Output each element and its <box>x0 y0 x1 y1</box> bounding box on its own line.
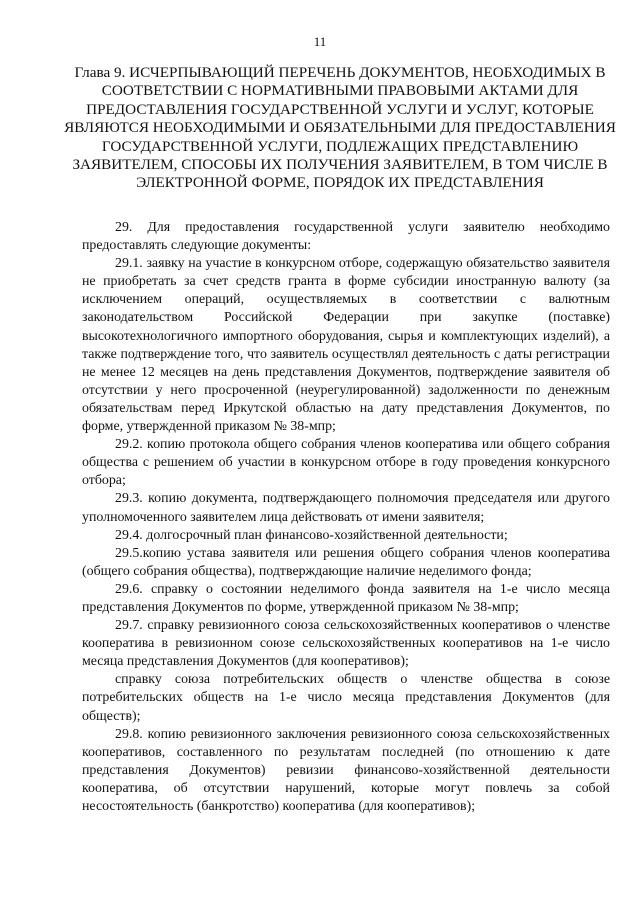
paragraph-29-7: 29.7. справку ревизионного союза сельскохозяйственных кооперативов о членстве кооператива в ревизионном союзе сельскохозяйственных кооперативов на 1-е число месяца представления Документов (для кооперативов); <box>82 618 610 670</box>
paragraph-29: 29. Для предоставления государственной услуги заявителю необходимо предоставлять следующие документы: <box>82 220 610 254</box>
page-number: 11 <box>313 34 327 49</box>
paragraph-29-2: 29.2. копию протокола общего собрания членов кооператива или общего собрания общества с решением об участии в конкурсном отборе в году проведения конкурсного отбора; <box>82 437 610 489</box>
paragraph-29-6: 29.6. справку о состоянии неделимого фонда заявителя на 1-е число месяца представления Документов по форме, утвержденной приказом № 38-мпр; <box>82 581 610 615</box>
paragraph-29-8: 29.8. копию ревизионного заключения ревизионного союза сельскохозяйственных кооперативов, составленного по результатам последней (по отношению к дате представления Документов) ревизии финансово-хозяйственной деятельности кооператива, об отсутствии нарушений, которые могут повлечь за собой несостоятельность (банкротство) кооператива (для кооперативов); <box>82 726 610 814</box>
paragraph-29-4: 29.4. долгосрочный план финансово-хозяйственной деятельности; <box>115 527 508 543</box>
paragraph-29-3: 29.3. копию документа, подтверждающего полномочия председателя или другого уполномоченного заявителем лица действовать от имени заявителя; <box>82 491 610 525</box>
paragraph-29-7-societies: справку союза потребительских обществ о членстве общества в союзе потребительских обществ на 1-е число месяца представления Документов (для обществ); <box>82 672 610 724</box>
paragraph-29-5: 29.5.копию устава заявителя или решения общего собрания членов кооператива (общего собрания общества), подтверждающие наличие неделимого фонда; <box>82 545 610 579</box>
document-body <box>82 219 610 816</box>
chapter-title: Глава 9. ИСЧЕРПЫВАЮЩИЙ ПЕРЕЧЕНЬ ДОКУМЕНТОВ, НЕОБХОДИМЫХ В СООТВЕТСТВИИ С НОРМАТИВНЫМИ ПРАВОВЫМИ АКТАМИ ДЛЯ ПРЕДОСТАВЛЕНИЯ ГОСУДАРСТВЕННОЙ УСЛУГИ И УСЛУГ, КОТОРЫЕ ЯВЛЯЮТСЯ НЕОБХОДИМЫМИ И ОБЯЗАТЕЛЬНЫМИ ДЛЯ ПРЕДОСТАВЛЕНИЯ ГОСУДАРСТВЕННОЙ УСЛУГИ, ПОДЛЕЖАЩИХ ПРЕДСТАВЛЕНИЮ ЗАЯВИТЕЛЕМ, СПОСОБЫ ИХ ПОЛУЧЕНИЯ ЗАЯВИТЕЛЕМ, В ТОМ ЧИСЛЕ В ЭЛЕКТРОННОЙ ФОРМЕ, ПОРЯДОК ИХ ПРЕДСТАВЛЕНИЯ <box>64 64 616 192</box>
paragraph-29-1: 29.1. заявку на участие в конкурсном отборе, содержащую обязательство заявителя не приобретать за счет средств гранта в форме субсидии иностранную валюту (за исключением операций, осуществляемых в соответствии с валютным законодательством Российской Федерации при закупке (поставке) высокотехнологичного импортного оборудования, сырья и комплектующих изделий), а также подтверждение того, что заявитель осуществлял деятельность с даты регистрации не менее 12 месяцев на день представления Документов, подтверждение заявителя об отсутствии у него просроченной (неурегулированной) задолженности по денежным обязательствам перед Иркутской областью на дату представления Документов, по форме, утвержденной приказом № 38-мпр; <box>82 256 610 435</box>
